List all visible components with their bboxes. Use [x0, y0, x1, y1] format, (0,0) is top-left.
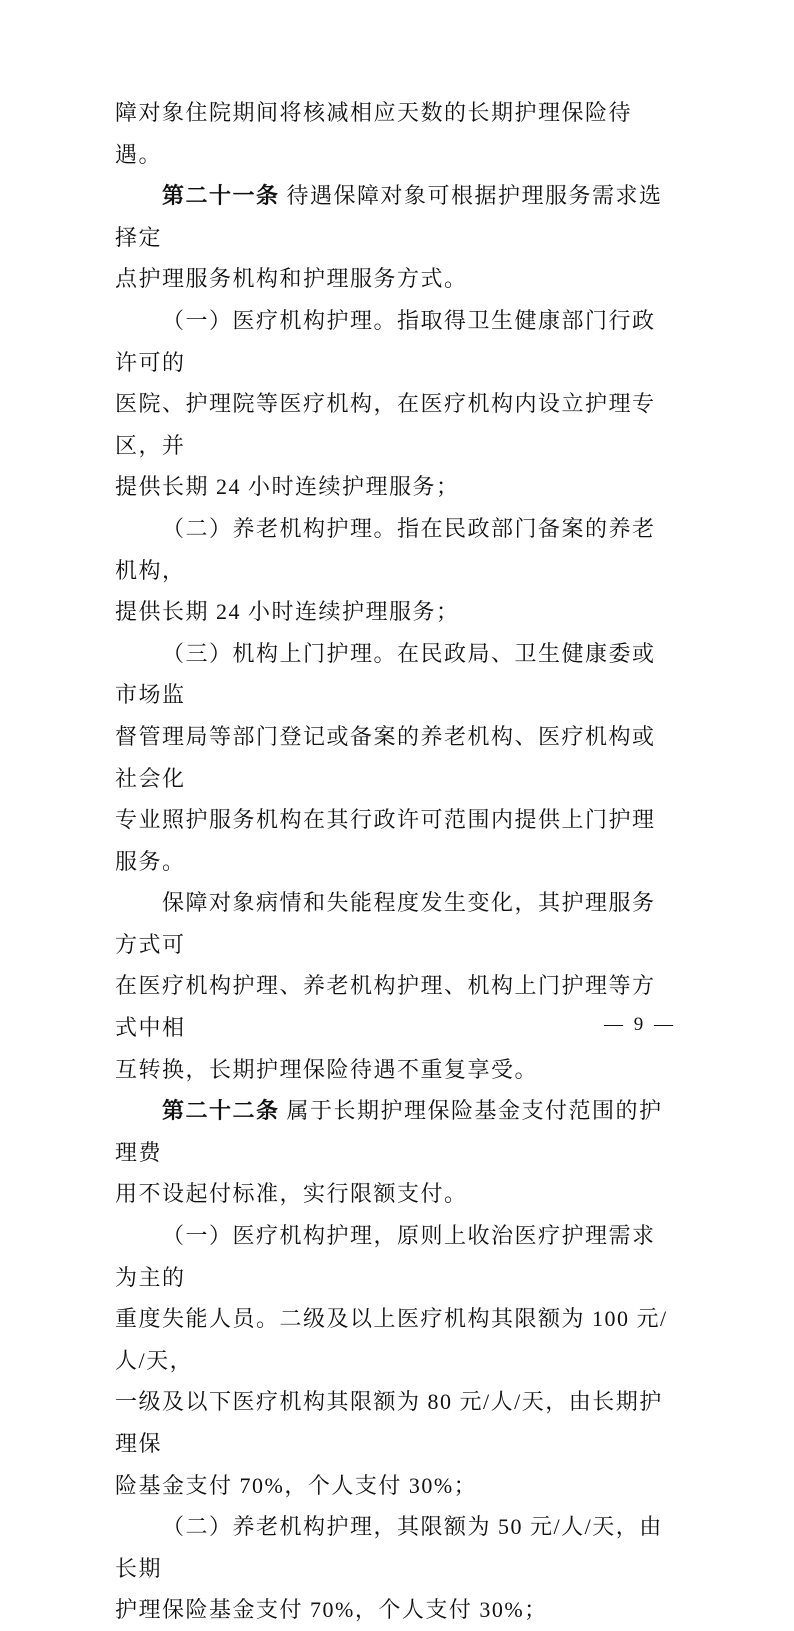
- paragraph-line: [115, 633, 671, 716]
- line-text: 督管理局等部门登记或备案的养老机构、医疗机构或社会化: [115, 723, 656, 791]
- paragraph-line: [115, 1090, 671, 1173]
- line-text: 提供长期 24 小时连续护理服务；: [115, 474, 460, 500]
- paragraph-line: [115, 591, 671, 633]
- paragraph-line: [115, 1465, 671, 1507]
- line-text: （二）养老机构护理，其限额为 50 元/人/天，由长期: [115, 1514, 663, 1581]
- line-text: 专业照护服务机构在其行政许可范围内提供上门护理服务。: [115, 807, 656, 874]
- page-number: — 9 —: [604, 1014, 676, 1035]
- paragraph-line: [115, 716, 671, 799]
- line-text: （三）机构上门护理。在民政局、卫生健康委或市场监: [115, 640, 656, 708]
- paragraph-line: [115, 92, 671, 175]
- paragraph-line: [115, 258, 671, 300]
- paragraph-line: [115, 965, 671, 1048]
- paragraph-line: [115, 799, 671, 882]
- line-text: （二）养老机构护理。指在民政部门备案的养老机构，: [115, 515, 656, 583]
- line-text: 提供长期 24 小时连续护理服务；: [115, 599, 460, 625]
- line-text: （一）医疗机构护理，原则上收治医疗护理需求为主的: [115, 1223, 656, 1290]
- paragraph-line: [115, 508, 671, 591]
- paragraph-line: [115, 1298, 671, 1381]
- line-text: 点护理服务机构和护理服务方式。: [115, 266, 468, 292]
- paragraph-line: [115, 466, 671, 508]
- paragraph-line: [115, 383, 671, 466]
- line-text: 一级及以下医疗机构其限额为 80 元/人/天，由长期护理保: [115, 1389, 663, 1456]
- line-text: 障对象住院期间将核减相应天数的长期护理保险待遇。: [115, 100, 633, 167]
- line-text: 待遇保障对象可根据护理服务需求选择定: [115, 183, 663, 250]
- line-text: 重度失能人员。二级及以上医疗机构其限额为 100 元/人/天，: [115, 1306, 668, 1373]
- paragraph-line: [115, 1381, 671, 1464]
- paragraph-line: [115, 1173, 671, 1215]
- paragraph-line: [115, 1589, 671, 1631]
- paragraph-line: [115, 1506, 671, 1589]
- line-text: 医院、护理院等医疗机构，在医疗机构内设立护理专区，并: [115, 391, 656, 458]
- line-text: （一）医疗机构护理。指取得卫生健康部门行政许可的: [115, 307, 656, 375]
- paragraph-line: [115, 300, 671, 383]
- line-text: 用不设起付标准，实行限额支付。: [115, 1181, 468, 1207]
- paragraph-line: [115, 1215, 671, 1298]
- paragraph-line: [115, 175, 671, 258]
- line-text: 属于长期护理保险基金支付范围的护理费: [115, 1098, 663, 1165]
- line-text: 保障对象病情和失能程度发生变化，其护理服务方式可: [115, 890, 656, 957]
- paragraph-line: [115, 882, 671, 965]
- document-body: [115, 92, 671, 1631]
- article-number-bold: 第二十二条: [162, 1098, 280, 1124]
- paragraph-line: [115, 1049, 671, 1091]
- line-text: 险基金支付 70%，个人支付 30%；: [115, 1472, 478, 1498]
- line-text: 在医疗机构护理、养老机构护理、机构上门护理等方式中相: [115, 973, 656, 1041]
- line-text: 互转换，长期护理保险待遇不重复享受。: [115, 1056, 539, 1082]
- article-number-bold: 第二十一条: [162, 183, 280, 209]
- line-text: 护理保险基金支付 70%，个人支付 30%；: [115, 1597, 548, 1623]
